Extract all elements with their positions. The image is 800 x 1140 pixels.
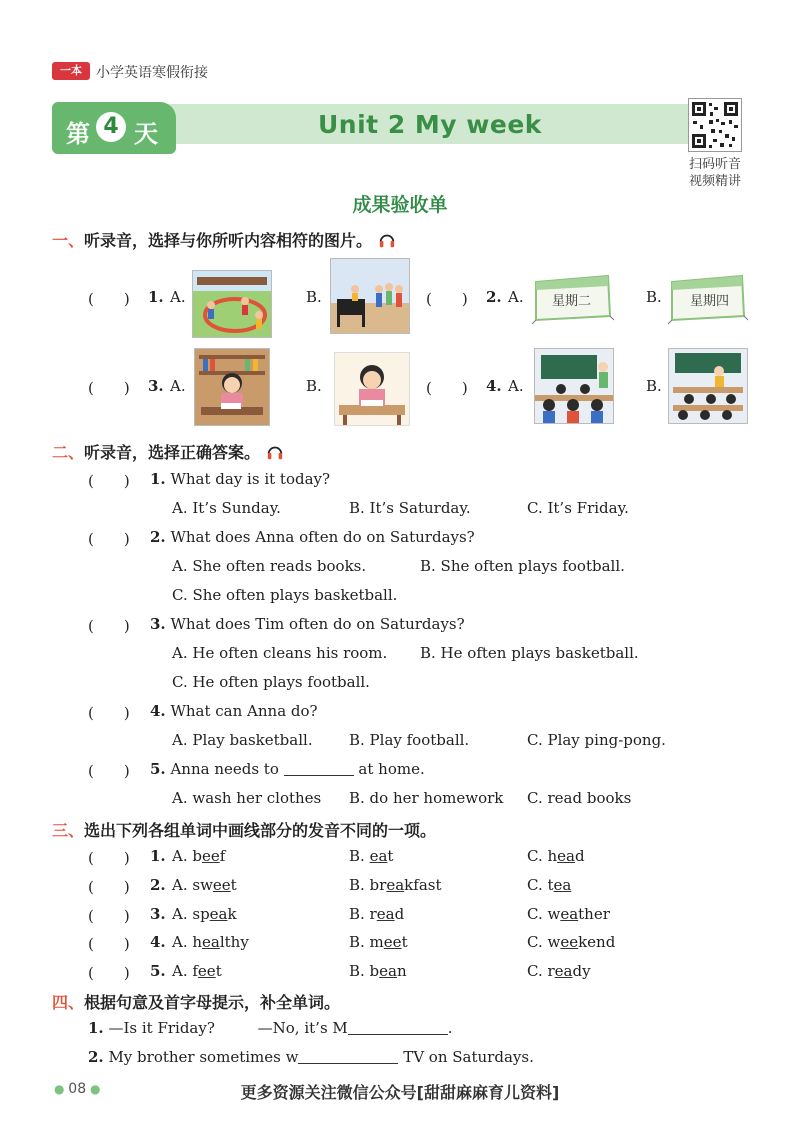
s3-row-option-a: A. feet: [172, 962, 222, 980]
s3-row-option-b: B. meet: [349, 933, 408, 951]
s2-q5-number: 5.: [150, 760, 166, 778]
s3-row-option-c: C. weekend: [527, 933, 616, 951]
s3-row-option-b: B. bean: [349, 962, 407, 980]
s3-row-option-a: A. beef: [172, 847, 226, 865]
s4-q2-number: 2.: [88, 1048, 104, 1066]
s3-row-number: 4.: [150, 933, 166, 951]
s1-q4-option-a: A.: [508, 377, 524, 395]
day-number: 4: [96, 112, 126, 142]
s1-q4-option-b: B.: [646, 377, 662, 395]
s2-q3-option-c: C. He often plays football.: [172, 673, 370, 691]
s2-q4-stem: [150, 702, 318, 720]
s3-row-number: 5.: [150, 962, 166, 980]
s1-q3-paren[interactable]: ( ): [88, 379, 130, 397]
qr-code[interactable]: [688, 98, 742, 152]
s3-row-option-b: B. read: [349, 905, 405, 923]
section-2-title: [52, 440, 284, 463]
s3-row-paren[interactable]: ( ): [88, 849, 130, 867]
s2-q1-text: What day is it today?: [170, 470, 331, 488]
s2-q5-stem: [150, 760, 425, 778]
s2-q4-text: What can Anna do?: [170, 702, 318, 720]
s1-q1-pic-a[interactable]: [192, 270, 272, 338]
s1-q2-number: 2.: [486, 288, 502, 306]
s4-q1-end: .: [447, 1019, 453, 1037]
s1-q3-pic-b[interactable]: [334, 352, 410, 426]
s3-row-option-c: C. ready: [527, 962, 591, 980]
s2-q2-stem: [150, 528, 475, 546]
s2-q1-option-c: C. It’s Friday.: [527, 499, 629, 517]
section-3-title: [52, 818, 436, 841]
s2-q4-option-a: A. Play basketball.: [172, 731, 313, 749]
s2-q1-stem: [150, 470, 330, 488]
footer-promo: 更多资源关注微信公众号[甜甜麻麻育儿资料]: [240, 1083, 560, 1102]
s3-row-option-c: C. head: [527, 847, 585, 865]
s3-row-paren[interactable]: ( ): [88, 935, 130, 953]
s1-q2-option-a: A.: [508, 288, 524, 306]
s4-q2-part1: My brother sometimes w: [108, 1048, 299, 1066]
s2-q5-text-2: at home.: [358, 760, 425, 778]
section-4-text: 根据句意及首字母提示，补全单词。: [84, 993, 341, 1012]
s3-row-paren[interactable]: ( ): [88, 964, 130, 982]
s2-q2-text: What does Anna often do on Saturdays?: [170, 528, 475, 546]
s2-q3-option-a: A. He often cleans his room.: [172, 644, 388, 662]
section-2-number: 二、: [52, 443, 85, 462]
s3-row-number: 3.: [150, 905, 166, 923]
unit-title: Unit 2 My week: [318, 110, 542, 139]
day-prefix: 第: [66, 120, 90, 148]
s1-q1-paren[interactable]: ( ): [88, 290, 130, 308]
qr-caption-line-2: 视频精讲: [688, 174, 741, 189]
qr-caption: [682, 156, 748, 190]
s2-q3-text: What does Tim often do on Saturdays?: [170, 615, 465, 633]
s4-q1: [88, 1019, 453, 1037]
s2-q5-paren[interactable]: ( ): [88, 762, 130, 780]
qr-caption-line-1: 扫码听音: [688, 157, 741, 172]
s1-q2-paren[interactable]: ( ): [426, 290, 468, 308]
s1-q4-pic-a[interactable]: [534, 348, 614, 424]
s3-row-number: 1.: [150, 847, 166, 865]
s2-q1-option-a: A. It’s Sunday.: [172, 499, 281, 517]
brand-logo: 一本: [52, 62, 90, 80]
section-1-title: [52, 228, 396, 251]
s1-q4-paren[interactable]: ( ): [426, 379, 468, 397]
s4-q2-blank[interactable]: [298, 1049, 398, 1064]
s3-row-option-a: A. healthy: [172, 933, 249, 951]
s2-q5-option-b: B. do her homework: [349, 789, 504, 807]
s1-q3-option-b: B.: [306, 377, 322, 395]
s1-q2-option-b: B.: [646, 288, 662, 306]
s1-q4-number: 4.: [486, 377, 502, 395]
s2-q3-number: 3.: [150, 615, 166, 633]
headphone-icon[interactable]: [266, 443, 284, 461]
s1-q2-calendar-a-text: 星期二: [552, 294, 592, 309]
section-4-title: [52, 990, 340, 1013]
s1-q1-option-a: A.: [170, 288, 186, 306]
section-3-text: 选出下列各组单词中画线部分的发音不同的一项。: [84, 821, 437, 840]
s2-q2-option-c: C. She often plays basketball.: [172, 586, 398, 604]
s4-q1-blank[interactable]: [348, 1020, 448, 1035]
s2-q3-option-b: B. He often plays basketball.: [420, 644, 639, 662]
s1-q2-pic-a[interactable]: [530, 272, 614, 324]
s2-q4-paren[interactable]: ( ): [88, 704, 130, 722]
s1-q3-number: 3.: [148, 377, 164, 395]
s1-q1-pic-b[interactable]: [330, 258, 410, 334]
s1-q3-option-a: A.: [170, 377, 186, 395]
s2-q1-paren[interactable]: ( ): [88, 472, 130, 490]
section-4-number: 四、: [52, 993, 85, 1012]
section-2-text: 听录音，选择正确答案。: [84, 443, 261, 462]
s2-q3-paren[interactable]: ( ): [88, 617, 130, 635]
s2-q2-number: 2.: [150, 528, 166, 546]
s2-q5-option-a: A. wash her clothes: [172, 789, 322, 807]
series-title: 小学英语寒假衔接: [96, 65, 208, 81]
s3-row-option-a: A. speak: [172, 905, 237, 923]
s3-row-option-b: B. breakfast: [349, 876, 442, 894]
section-1-text: 听录音，选择与你所听内容相符的图片。: [84, 231, 373, 250]
s2-q2-option-a: A. She often reads books.: [172, 557, 367, 575]
s1-q1-number: 1.: [148, 288, 164, 306]
s4-q1-number: 1.: [88, 1019, 104, 1037]
s2-q1-number: 1.: [150, 470, 166, 488]
s4-q2-part2: TV on Saturdays.: [403, 1048, 534, 1066]
s4-q2: [88, 1048, 534, 1066]
s4-q1-part2: —No, it’s M: [257, 1019, 348, 1037]
page-number: ● 08 ●: [54, 1081, 101, 1097]
s2-q3-stem: [150, 615, 465, 633]
day-tab: [52, 102, 176, 154]
s2-q4-option-c: C. Play ping-pong.: [527, 731, 666, 749]
s1-q2-pic-b[interactable]: [668, 272, 748, 324]
s1-q4-pic-b[interactable]: [668, 348, 748, 424]
s3-row-option-c: C. weather: [527, 905, 610, 923]
s3-row-option-b: B. eat: [349, 847, 394, 865]
s3-row-option-a: A. sweet: [172, 876, 237, 894]
s2-q4-number: 4.: [150, 702, 166, 720]
s2-q2-option-b: B. She often plays football.: [420, 557, 625, 575]
s2-q4-option-b: B. Play football.: [349, 731, 470, 749]
s1-q2-calendar-b-text: 星期四: [690, 294, 730, 309]
s4-q1-part1: —Is it Friday?: [108, 1019, 215, 1037]
s3-row-paren[interactable]: ( ): [88, 878, 130, 896]
day-suffix: 天: [134, 120, 158, 148]
s1-q1-option-b: B.: [306, 288, 322, 306]
s2-q5-blank[interactable]: [284, 761, 354, 776]
s2-q5-option-c: C. read books: [527, 789, 632, 807]
s2-q1-option-b: B. It’s Saturday.: [349, 499, 471, 517]
headphone-icon[interactable]: [378, 231, 396, 249]
page-title: 成果验收单: [352, 194, 448, 216]
s2-q5-text-1: Anna needs to: [170, 760, 279, 778]
s3-row-option-c: C. tea: [527, 876, 572, 894]
s1-q3-pic-a[interactable]: [194, 348, 270, 426]
section-1-number: 一、: [52, 231, 85, 250]
s3-row-number: 2.: [150, 876, 166, 894]
s3-row-paren[interactable]: ( ): [88, 907, 130, 925]
section-3-number: 三、: [52, 821, 85, 840]
s2-q2-paren[interactable]: ( ): [88, 530, 130, 548]
